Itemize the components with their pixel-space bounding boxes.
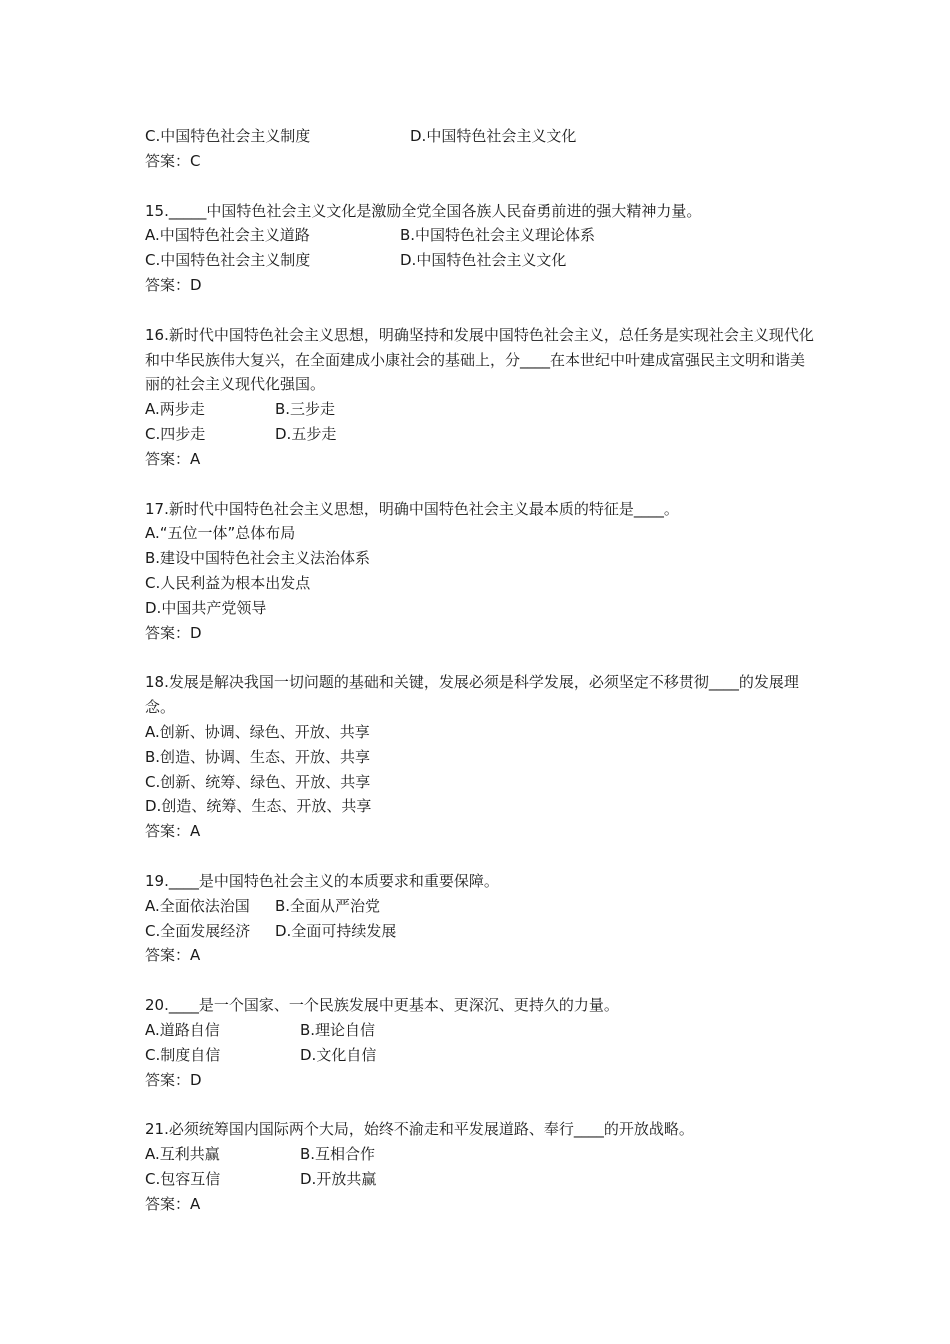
option-row	[145, 397, 815, 422]
option-c: C.制度自信	[145, 1045, 221, 1064]
option-d: D.中国共产党领导	[145, 598, 267, 617]
option-b: B.创造、协调、生态、开放、共享	[145, 747, 371, 766]
option-d: D.五步走	[275, 424, 337, 443]
question-stem: 19.____是中国特色社会主义的本质要求和重要保障。	[145, 871, 499, 890]
option-c: C.创新、统筹、绿色、开放、共享	[145, 772, 371, 791]
option-a: A.中国特色社会主义道路	[145, 226, 310, 245]
question-stem: 21.必须统筹国内国际两个大局，始终不渝走和平发展道路、奉行____的开放战略。	[145, 1120, 694, 1139]
option-a: A.道路自信	[145, 1020, 220, 1039]
option-row	[145, 1043, 815, 1068]
option-a: A.全面依法治国	[145, 896, 250, 915]
option-d: D.文化自信	[300, 1045, 377, 1064]
option-a: A.“五位一体”总体布局	[145, 524, 296, 543]
option-row	[145, 124, 815, 149]
answer: 答案：A	[145, 946, 201, 965]
option-row	[145, 422, 815, 447]
answer: 答案：A	[145, 449, 201, 468]
option-d: D.开放共赢	[300, 1169, 377, 1188]
option-d: D.中国特色社会主义文化	[410, 127, 577, 145]
option-row	[145, 248, 815, 273]
answer: 答案：D	[145, 623, 202, 642]
option-a: A.互利共赢	[145, 1145, 220, 1164]
question-stem: 16.新时代中国特色社会主义思想，明确坚持和发展中国特色社会主义，总任务是实现社会主义现代化和中华民族伟大复兴，在全面建成小康社会的基础上，分____在本世纪中叶建成富强民主文明和谐美丽的社会主义现代化强国。	[145, 325, 814, 394]
option-row	[145, 1018, 815, 1043]
answer: 答案：D	[145, 1070, 202, 1089]
question-stem: 15._____中国特色社会主义文化是激励全党全国各族人民奋勇前进的强大精神力量。	[145, 201, 702, 220]
option-b: B.互相合作	[300, 1145, 376, 1164]
option-b: B.全面从严治党	[275, 896, 381, 915]
option-c: C.中国特色社会主义制度	[145, 251, 311, 270]
option-d: D.创造、统筹、生态、开放、共享	[145, 797, 372, 816]
option-c: C.四步走	[145, 424, 206, 443]
option-b: B.三步走	[275, 400, 336, 419]
option-row	[145, 1167, 815, 1192]
option-b: B.理论自信	[300, 1020, 376, 1039]
option-row	[145, 919, 815, 944]
option-a: A.创新、协调、绿色、开放、共享	[145, 722, 370, 741]
option-row	[145, 1142, 815, 1167]
option-d: D.中国特色社会主义文化	[400, 251, 567, 270]
option-c: C.中国特色社会主义制度	[145, 127, 311, 145]
option-b: B.中国特色社会主义理论体系	[400, 226, 596, 245]
answer: 答案：A	[145, 1194, 201, 1213]
answer: 答案：C	[145, 151, 201, 170]
question-stem: 17.新时代中国特色社会主义思想，明确中国特色社会主义最本质的特征是____。	[145, 499, 679, 518]
document-page	[145, 124, 815, 1216]
option-row	[145, 894, 815, 919]
option-a: A.两步走	[145, 400, 205, 419]
option-d: D.全面可持续发展	[275, 921, 397, 940]
option-c: C.人民利益为根本出发点	[145, 573, 311, 592]
option-row	[145, 223, 815, 248]
option-b: B.建设中国特色社会主义法治体系	[145, 549, 371, 568]
answer: 答案：D	[145, 275, 202, 294]
option-c: C.全面发展经济	[145, 921, 251, 940]
question-stem: 20.____是一个国家、一个民族发展中更基本、更深沉、更持久的力量。	[145, 996, 619, 1015]
option-c: C.包容互信	[145, 1169, 221, 1188]
answer: 答案：A	[145, 822, 201, 841]
question-stem: 18.发展是解决我国一切问题的基础和关键，发展必须是科学发展，必须坚定不移贯彻____的发展理念。	[145, 673, 799, 717]
